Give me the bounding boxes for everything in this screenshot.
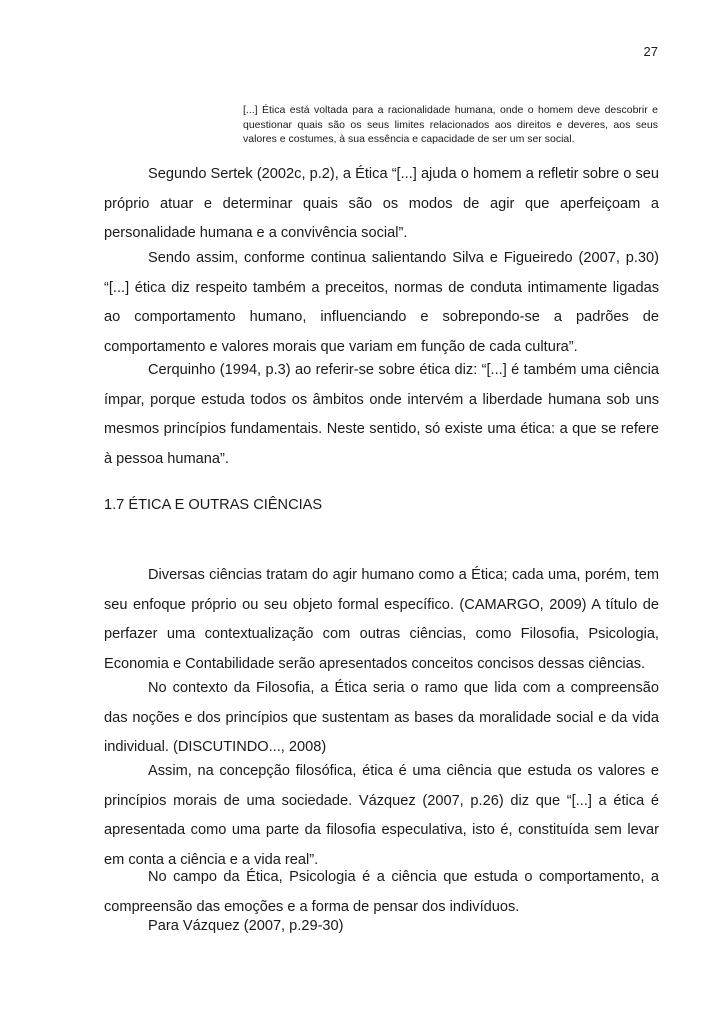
paragraph-silva-figueiredo: Sendo assim, conforme continua salientando Silva e Figueiredo (2007, p.30) “[...] ética diz respeito também a preceitos, normas de conduta intimamente ligadas ao comportamento humano, influenciando e sobrepondo-se a padrões de comportamento e valores morais que variam em função de cada cultura”.: [104, 250, 659, 355]
paragraph-cerquinho: Cerquinho (1994, p.3) ao referir-se sobre ética diz: “[...] é também uma ciência ímpar, porque estuda todos os âmbitos onde intervém a liberdade humana sob uns mesmos princípios fundamentais. Neste sentido, só existe uma ética: a que se refere à pessoa humana”.: [104, 362, 659, 467]
paragraph-vazquez: Para Vázquez (2007, p.29-30): [148, 918, 344, 934]
paragraph-psicologia: No campo da Ética, Psicologia é a ciência que estuda o comportamento, a compreensão das emoções e a forma de pensar dos indivíduos.: [104, 869, 659, 915]
page-number: 27: [643, 44, 658, 59]
paragraph-diversas-ciencias: Diversas ciências tratam do agir humano como a Ética; cada uma, porém, tem seu enfoque próprio ou seu objeto formal específico. (CAMARGO, 2009) A título de perfazer uma contextualização com outras ciências, como Filosofia, Psicologia, Economia e Contabilidade serão apresentados conceitos concisos dessas ciências.: [104, 567, 659, 672]
block-quote: [...] Ética está voltada para a racionalidade humana, onde o homem deve descobrir e questionar quais são os seus limites relacionados aos direitos e deveres, aos seus valores e costumes, à sua essência e capacidade de ser um ser social.: [243, 104, 658, 146]
paragraph-filosofia: No contexto da Filosofia, a Ética seria o ramo que lida com a compreensão das noções e dos princípios que sustentam as bases da moralidade social e da vida individual. (DISCUTINDO..., 2008): [104, 680, 659, 756]
paragraph-sertek: Segundo Sertek (2002c, p.2), a Ética “[...] ajuda o homem a refletir sobre o seu próprio atuar e determinar quais são os modos de agir que aperfeiçoam a personalidade humana e a convivência social”.: [104, 166, 659, 242]
paragraph-concepcao-filosofica: Assim, na concepção filosófica, ética é uma ciência que estuda os valores e princípios morais de uma sociedade. Vázquez (2007, p.26) diz que “[...] a ética é apresentada como uma parte da filosofia especulativa, isto é, constituída sem levar em conta a ciência e a vida real”.: [104, 763, 659, 868]
section-heading: 1.7 ÉTICA E OUTRAS CIÊNCIAS: [104, 497, 323, 513]
